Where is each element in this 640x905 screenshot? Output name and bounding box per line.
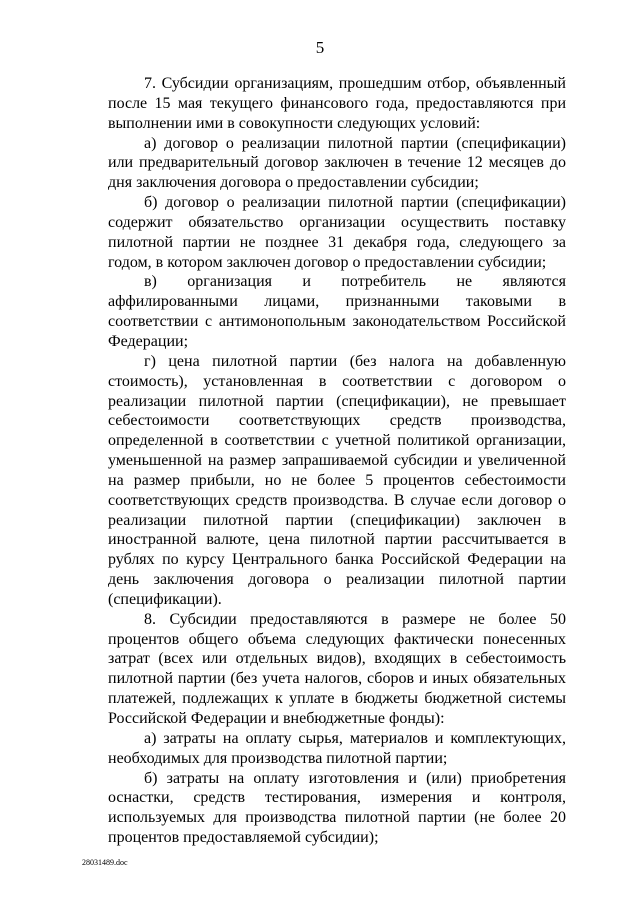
paragraph-7v: в) организация и потребитель не являются аффилированными лицами, признанными таковыми в соответствии с антимонопольным законодательством Российской Федерации; <box>108 273 566 350</box>
paragraph-7g: г) цена пилотной партии (без налога на добавленную стоимость), установленная в соответствии с договором о реализации пилотной партии (спецификации), не превышает себестоимости соответствующих средств производства, определенной в соответствии с учетной политикой организации, уменьшенной на размер запрашиваемой субсидии и увеличенной на размер прибыли, но не более 5 процентов себестоимости соответствующих средств производства. В случае если договор о реализации пилотной партии (спецификации) заключен в иностранной валюте, цена пилотной партии рассчитывается в рублях по курсу Центрального банка Российской Федерации на день заключения договора о реализации пилотной партии (спецификации). <box>108 352 566 608</box>
page-number: 5 <box>315 38 325 57</box>
paragraph-8b: б) затраты на оплату изготовления и (или) приобретения оснастки, средств тестирования, измерения и контроля, используемых для производства пилотной партии (не более 20 процентов предоставляемой субсидии); <box>108 769 566 847</box>
paragraph-8a: а) затраты на оплату сырья, материалов и комплектующих, необходимых для производства пилотной партии; <box>108 729 566 767</box>
footer-filename: 28031489.doc <box>82 858 128 867</box>
paragraph-7: 7. Субсидии организациям, прошедшим отбор, объявленный после 15 мая текущего финансового года, предоставляются при выполнении ими в совокупности следующих условий: <box>108 75 566 132</box>
paragraph-7b: б) договор о реализации пилотной партии (спецификации) содержит обязательство организации осуществить поставку пилотной партии не позднее 31 декабря года, следующего за годом, в котором заключен договор о предоставлении субсидии; <box>108 194 566 271</box>
paragraph-8: 8. Субсидии предоставляются в размере не более 50 процентов общего объема следующих фактически понесенных затрат (всех или отдельных видов), входящих в себестоимость пилотной партии (без учета налогов, сборов и иных обязательных платежей, подлежащих к уплате в бюджеты бюджетной системы Российской Федерации и внебюджетные фонды): <box>108 610 566 727</box>
document-body <box>108 74 566 848</box>
paragraph-7a: а) договор о реализации пилотной партии (спецификации) или предварительный договор заключен в течение 12 месяцев до дня заключения договора о предоставлении субсидии; <box>108 134 566 192</box>
